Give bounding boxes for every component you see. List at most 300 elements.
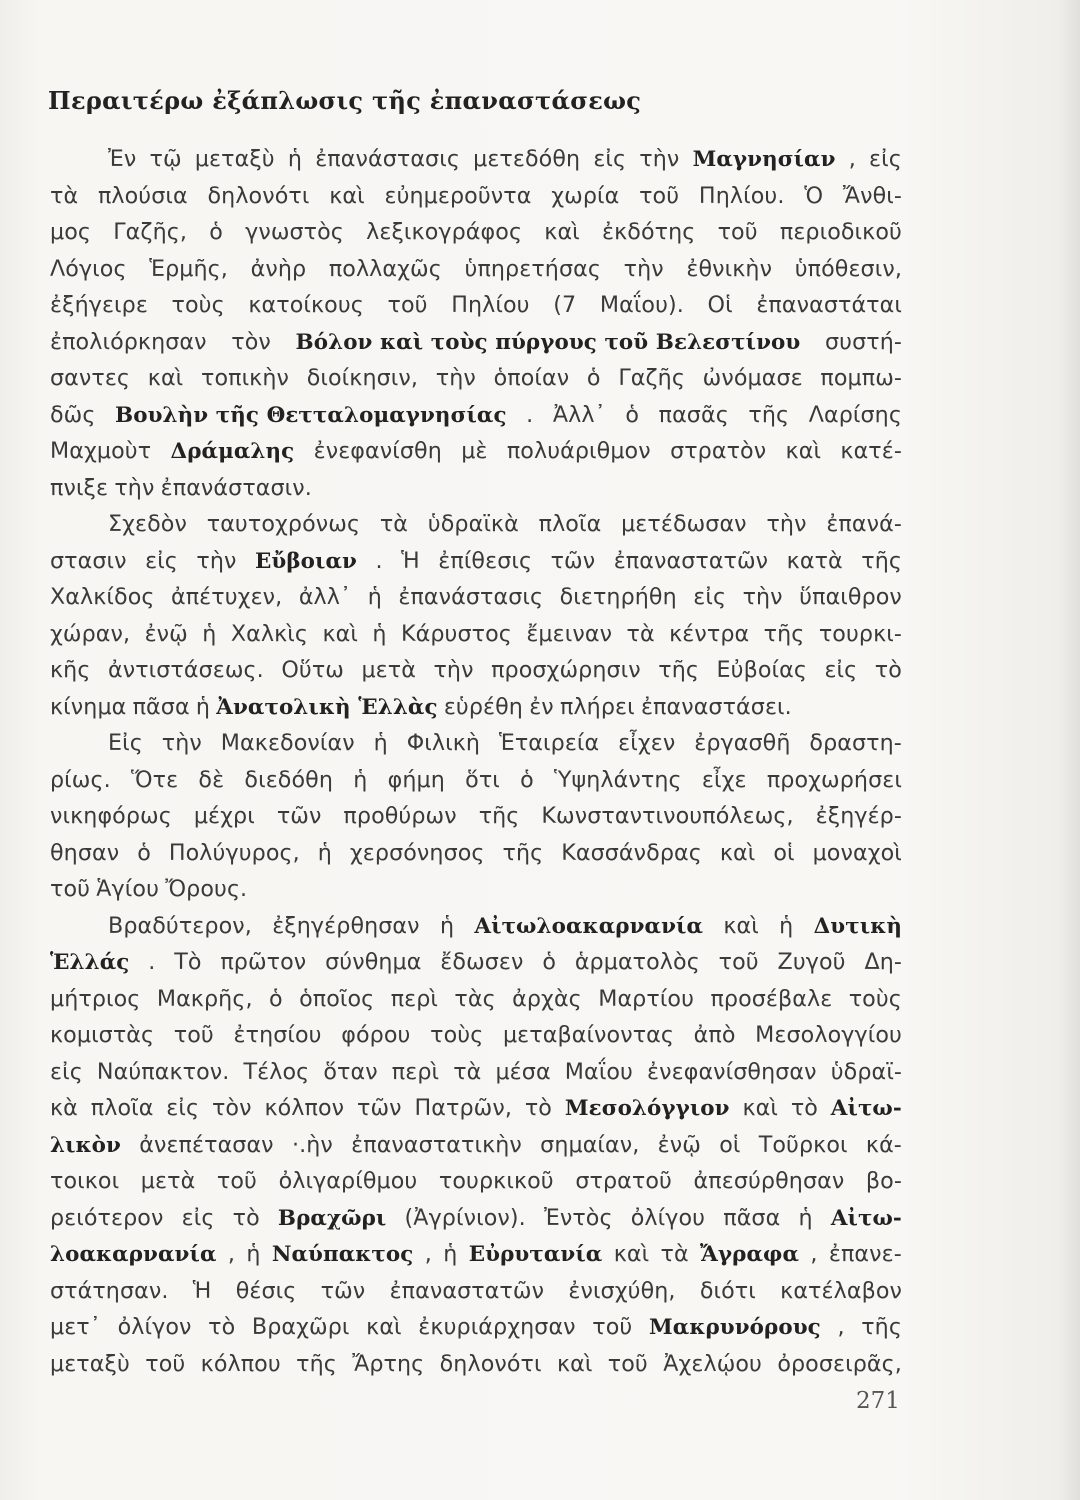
word: ἡ	[798, 1204, 813, 1231]
word: (Ἀγρίνιον).	[404, 1204, 526, 1231]
word: τὰ	[626, 620, 655, 647]
word: ὁ	[269, 985, 283, 1012]
word: φόρου	[341, 1022, 411, 1048]
word: πᾶσα	[723, 1204, 781, 1231]
word: τοῦ	[607, 1350, 648, 1377]
bold-term: Μεσολόγγιον	[564, 1096, 730, 1121]
word: Ἐν	[108, 146, 137, 172]
word: χωρία	[551, 182, 620, 209]
word: εἰς	[145, 547, 178, 574]
word: ἐξήγειρε	[50, 292, 148, 318]
word: ἀνὴρ	[250, 255, 307, 282]
bold-term: Βουλὴν τῆς Θετταλομαγνησίας	[115, 402, 507, 428]
bold-term: Μακρυνόρους	[649, 1315, 821, 1340]
word: ἡ	[202, 620, 217, 647]
word: μεταβαίνοντας	[502, 1022, 675, 1048]
word: δῶς	[50, 401, 96, 428]
bold-term: Ναύπακτος	[271, 1242, 414, 1267]
word: ἡ	[373, 730, 388, 756]
word: διετηρήθη	[559, 584, 677, 610]
word: ἡ	[317, 839, 332, 866]
word: ἔμειναν	[526, 620, 613, 647]
word: μεταξὺ	[50, 1350, 130, 1377]
word: Χαλκίδος	[50, 584, 155, 610]
word: τὸ	[208, 1314, 236, 1340]
word: δηλονότι	[207, 182, 310, 209]
word: ἡ	[246, 1241, 261, 1267]
word: Οἱ	[707, 292, 733, 318]
word: πλούσια	[97, 182, 188, 209]
text-line	[50, 616, 902, 653]
word: ἡ	[367, 584, 382, 610]
word: Ἡ	[401, 547, 420, 574]
word: ὁ	[542, 949, 556, 975]
word: Λαρίσης	[808, 401, 902, 428]
word: τουρκικοῦ	[438, 1168, 554, 1194]
word: καὶ	[723, 912, 759, 939]
word: κόλπου	[200, 1350, 281, 1377]
word: Ζυγοῦ	[777, 949, 846, 975]
text-line	[50, 1236, 902, 1273]
word: τοῦ	[718, 949, 759, 975]
word: κατὰ	[786, 547, 843, 574]
word: τοπικὴν	[200, 365, 290, 391]
word: σύνθημα	[325, 949, 422, 975]
word: ἐπαναστατικὴν	[351, 1131, 522, 1158]
word: Εὐβοίας	[716, 657, 807, 683]
word: τῆς	[478, 803, 520, 829]
word: εἰς	[50, 1058, 83, 1085]
word: Μακρῆς,	[156, 985, 253, 1012]
word: ἐξηγέρθησαν	[272, 912, 420, 939]
word: εὐημεροῦντα	[384, 182, 532, 209]
text-line	[50, 360, 902, 397]
word: Μαχμοὺτ	[50, 438, 152, 464]
word: σημαίαν,	[540, 1131, 640, 1158]
word: Φιλικὴ	[406, 730, 481, 756]
word: κατέ-	[840, 438, 902, 464]
word: ἡ	[439, 912, 455, 939]
word: καὶ	[322, 620, 358, 647]
word: ὠνόμασε	[702, 365, 803, 391]
word: τοὺς	[430, 1022, 484, 1048]
word: προθύρων	[343, 803, 457, 829]
bold-term: Ἑλλάς	[50, 950, 130, 975]
text-line	[50, 397, 902, 434]
word: ὁ	[586, 365, 601, 391]
word: τῆς	[296, 1350, 337, 1377]
body-text	[50, 141, 902, 1382]
word: ἀπεσύρθησαν	[693, 1168, 845, 1194]
word: Πολύγυρος,	[168, 839, 300, 866]
word: καὶ	[366, 1314, 402, 1340]
word: ,	[848, 146, 856, 172]
word: ἐνῷ	[144, 620, 188, 647]
word: ὀροσειρᾶς,	[777, 1350, 902, 1377]
word: γνωστὸς	[245, 219, 344, 245]
text-line	[50, 798, 902, 835]
word: νικηφόρως	[50, 803, 172, 829]
word: ὁ	[209, 219, 223, 245]
word: καὶ	[329, 182, 365, 209]
word: πνιξε	[50, 474, 109, 501]
word: τὴν	[742, 584, 783, 610]
word: ὅταν	[323, 1058, 378, 1085]
text-line	[50, 762, 902, 799]
word: περὶ	[391, 1058, 440, 1085]
word: ,	[837, 1314, 845, 1340]
word: δηλονότι	[439, 1350, 542, 1377]
word: Πηλίου	[451, 292, 530, 318]
page-edge-shadow	[1058, 0, 1080, 1500]
word: Κωνσταντινουπόλεως,	[541, 803, 794, 829]
word: διοίκησιν,	[306, 365, 419, 391]
word: δραστη-	[809, 730, 902, 756]
word: Ἐντὸς	[543, 1204, 613, 1231]
word: ἀντιστάσεως.	[107, 657, 264, 683]
word: τὰ	[50, 182, 79, 209]
word: τῆς	[763, 620, 805, 647]
word: Πηλίου.	[698, 182, 785, 209]
word: εἰς	[166, 1095, 200, 1121]
word: πομπω-	[820, 365, 902, 391]
word: ·.ὴν	[291, 1131, 333, 1158]
word: ἁρματολὸς	[574, 949, 700, 975]
word: προσέβαλε	[710, 985, 833, 1012]
word: ὀλιγαρίθμου	[278, 1168, 418, 1194]
word: τὰ	[453, 1058, 482, 1085]
word: καὶ	[785, 438, 822, 464]
word: .	[375, 547, 383, 574]
word: εἶχεν	[618, 730, 676, 756]
word: μετεδόθη	[473, 146, 581, 172]
word: Κάρυστος	[401, 620, 512, 647]
word: ρειότερον	[50, 1204, 164, 1231]
text-line	[50, 725, 902, 762]
word: ὑπηρετήσας	[464, 255, 601, 282]
text-line	[50, 1017, 902, 1054]
word: Κασσάνδρας	[561, 839, 702, 866]
bold-term: Μαγνησίαν	[692, 147, 836, 172]
text-line	[50, 1200, 902, 1237]
word: ἡ	[779, 912, 794, 939]
word: ἡ	[443, 1241, 458, 1267]
word: πλοῖα	[538, 511, 602, 537]
word: μέσα	[495, 1058, 551, 1085]
text-line	[50, 470, 902, 507]
word: μος	[50, 219, 92, 245]
word: Ὑψηλάντης	[554, 766, 682, 793]
word: πᾶσα	[132, 693, 190, 720]
word: ,	[810, 1241, 818, 1267]
word: διότι	[699, 1277, 756, 1304]
text-line	[50, 1309, 902, 1346]
word: ἡ	[195, 693, 211, 720]
word: τὸ	[232, 1204, 260, 1231]
text-line	[50, 652, 902, 689]
bold-term: λικὸν	[50, 1132, 121, 1158]
word: τῆς	[748, 401, 790, 428]
word: τοῦ	[717, 219, 758, 245]
word: (7	[553, 292, 577, 318]
word: Ἄνθι-	[842, 182, 902, 209]
text-line	[50, 1127, 902, 1164]
word: ἡ	[287, 146, 303, 172]
word: ἐκδότης	[602, 219, 696, 245]
word: μὲ	[461, 438, 488, 464]
word: ἐπίθεσις	[438, 547, 533, 574]
word: Μεσολογγίου	[755, 1022, 902, 1048]
word: ὕπαιθρον	[799, 584, 902, 610]
word: μετ᾽	[50, 1314, 101, 1340]
word: τὸν	[211, 1095, 252, 1121]
word: εἰς	[181, 1204, 215, 1231]
word: ἔδωσεν	[440, 949, 524, 975]
word: .	[526, 401, 534, 428]
word: τὸν	[231, 328, 271, 355]
bold-term: Αἰτωλοακαρνανία	[474, 913, 704, 939]
text-line	[50, 1273, 902, 1310]
word: κίνημα	[50, 693, 127, 720]
word: Τὸ	[174, 949, 202, 975]
text-line	[50, 433, 902, 470]
word: καὶ	[556, 1350, 593, 1377]
section-heading: Περαιτέρω ἐξάπλωσις τῆς ἐπαναστάσεως	[48, 86, 642, 115]
word: ὁ	[137, 839, 151, 866]
word: εἶχε	[701, 766, 747, 793]
word: ὁποίαν	[493, 365, 570, 391]
word: ἐκυριάρχησαν	[418, 1314, 576, 1340]
word: ἐπαναστάται	[756, 292, 902, 318]
word: θησαν	[50, 839, 120, 866]
word: πρῶτον	[220, 949, 307, 975]
word: περιοδικοῦ	[779, 219, 902, 245]
word: στρατὸν	[670, 438, 767, 464]
word: θέσις	[235, 1277, 297, 1304]
word: ἡ	[353, 766, 368, 793]
bold-term: Εὐρυτανία	[468, 1242, 603, 1267]
word: ἀνεπέτασαν	[139, 1131, 274, 1158]
word: Ἁγίου	[96, 876, 160, 902]
word: ἐργασθῆ	[694, 730, 791, 756]
word: στρατοῦ	[575, 1168, 672, 1194]
word: εἰς	[824, 657, 858, 683]
text-line	[50, 543, 902, 580]
word: τὴν	[623, 255, 664, 282]
bold-term: Ἄγραφα	[700, 1242, 800, 1267]
word: τουρκι-	[818, 620, 902, 647]
word: ὀλίγον	[117, 1314, 192, 1340]
word: τὰς	[454, 985, 496, 1012]
word: ρίως.	[50, 766, 111, 793]
word: τὴν	[196, 547, 237, 574]
word: τοῦ	[216, 1168, 257, 1194]
word: τῶν	[320, 1277, 366, 1304]
word: πασᾶς	[658, 401, 729, 428]
word: τοῦ	[173, 1022, 214, 1048]
page-number: 271	[856, 1388, 900, 1414]
word: τὸ	[874, 657, 902, 683]
word: ὅτι	[465, 766, 500, 793]
word: ἐξηγέρ-	[815, 803, 902, 829]
word: ἀλλ᾽	[298, 584, 352, 610]
word: περὶ	[390, 985, 439, 1012]
word: τοὺς	[848, 985, 902, 1012]
word: σαντες	[50, 365, 131, 391]
word: πολλαχῶς	[328, 255, 442, 282]
word: Βραχῶρι	[251, 1314, 350, 1340]
word: εἰς	[869, 146, 902, 172]
text-line	[50, 944, 902, 981]
word: χερσόνησος	[349, 839, 485, 866]
word: μετέδωσαν	[621, 511, 747, 537]
word: ἐνεφανίσθη	[313, 438, 442, 464]
word: ἐνεφανίσθησαν	[647, 1058, 817, 1085]
word: ὑδραϊ-	[830, 1058, 902, 1085]
word: .	[148, 949, 156, 975]
word: Εἰς	[108, 730, 143, 756]
word: καὶ	[742, 1095, 778, 1121]
word: κομιστὰς	[50, 1022, 155, 1048]
word: κατοίκους	[248, 292, 364, 318]
word: κατέλαβον	[780, 1277, 902, 1304]
text-line	[50, 908, 902, 945]
bold-term: Ἀνατολικὴ Ἑλλὰς	[216, 694, 438, 720]
word: ἐνισχύθη,	[568, 1277, 676, 1304]
word: ἀπέτυχεν,	[171, 584, 283, 610]
text-line	[50, 214, 902, 251]
text-line	[50, 141, 902, 178]
text-line	[50, 1090, 902, 1127]
bold-term: Εὔβοιαν	[255, 548, 358, 574]
word: τοικοι	[50, 1168, 120, 1194]
word: τὴν	[114, 474, 155, 501]
word: τὴν	[433, 657, 474, 683]
word: Ἑταιρεία	[498, 730, 600, 756]
word: μήτριος	[50, 985, 141, 1012]
text-line	[50, 251, 902, 288]
word: τὸ	[524, 1095, 552, 1121]
word: κόλπον	[264, 1095, 345, 1121]
word: εὑρέθη	[443, 693, 523, 720]
word: τὴν	[766, 511, 807, 537]
text-line	[50, 1163, 902, 1200]
bold-term: λοακαρνανία	[50, 1242, 217, 1267]
word: Τοῦρκοι	[758, 1131, 848, 1158]
word: μετὰ	[140, 1168, 196, 1194]
word: πολυάριθμον	[506, 438, 651, 464]
bold-term: Βόλον καὶ τοὺς πύργους τοῦ Βελεστίνου	[295, 329, 801, 355]
word: ὁποῖος	[299, 985, 375, 1012]
word: τὰ	[379, 511, 409, 537]
word: φήμη	[387, 766, 445, 793]
word: κέντρα	[669, 620, 750, 647]
text-line	[50, 871, 902, 908]
word: ὀλίγου	[630, 1204, 706, 1231]
word: τὴν	[161, 730, 202, 756]
word: ἡ	[372, 620, 387, 647]
word: Ἀλλ᾽	[552, 401, 606, 428]
text-line	[50, 579, 902, 616]
word: ,	[424, 1241, 432, 1267]
word: τῶν	[357, 1095, 402, 1121]
text-line	[50, 1054, 902, 1091]
word: βο-	[865, 1168, 902, 1194]
word: διεδόθη	[244, 766, 333, 793]
word: κῆς	[50, 657, 91, 683]
word: τῆς	[502, 839, 544, 866]
text-line	[50, 324, 902, 361]
word: Βραδύτερον,	[108, 912, 252, 939]
word: ἐν	[529, 693, 554, 720]
word: καὶ	[147, 365, 184, 391]
word: τοὺς	[171, 292, 225, 318]
word: Πατρῶν,	[414, 1095, 512, 1121]
word: τὴν	[639, 146, 680, 172]
word: ταυτοχρόνως	[206, 511, 361, 537]
word: ἐπανά-	[826, 511, 902, 537]
word: Γαζῆς	[618, 365, 685, 391]
word: εἰς	[693, 584, 727, 610]
word: δὲ	[198, 766, 225, 793]
word: τῷ	[149, 146, 182, 172]
word: ὑδραϊκὰ	[427, 511, 519, 537]
word: ἐτησίου	[233, 1022, 322, 1048]
bold-term: Δυτικὴ	[813, 913, 902, 939]
word: Ὅτε	[130, 766, 179, 793]
word: τῆς	[658, 657, 700, 683]
word: συστή-	[824, 328, 902, 355]
word: ἐπανάστασις	[398, 584, 544, 610]
word: ἐπανάστασιν.	[160, 474, 312, 501]
bold-term: Αἰτω-	[830, 1205, 902, 1231]
word: στασιν	[50, 547, 127, 574]
text-line	[50, 835, 902, 872]
text-line	[50, 689, 902, 726]
text-line	[50, 1346, 902, 1383]
word: Οὕτω	[281, 657, 344, 683]
word: Ναύπακτον.	[96, 1058, 230, 1085]
word: ἐπαναστατῶν	[613, 547, 769, 574]
word: ἀπὸ	[693, 1022, 736, 1048]
word: ἐθνικὴν	[686, 255, 773, 282]
word: Μαρτίου	[598, 985, 695, 1012]
word: ἀρχὰς	[512, 985, 582, 1012]
word: μεταξὺ	[194, 146, 275, 172]
word: τοῦ	[50, 876, 91, 902]
word: στάτησαν.	[50, 1277, 169, 1304]
word: ἐνῷ	[657, 1131, 701, 1158]
word: Γαζῆς,	[113, 219, 188, 245]
word: ἐπανάστασις	[315, 146, 460, 172]
word: ἐπαναστατῶν	[389, 1277, 545, 1304]
word: Δη-	[864, 949, 902, 975]
word: κὰ	[50, 1095, 78, 1121]
word: χώραν,	[50, 620, 131, 647]
word: οἱ	[773, 839, 795, 866]
word: προχωρήσει	[766, 766, 902, 793]
word: ἐπολιόρκησαν	[50, 328, 207, 355]
word: πλήρει	[559, 693, 635, 720]
word: τῆς	[861, 547, 902, 574]
text-line	[50, 178, 902, 215]
word: ἐπανε-	[828, 1241, 902, 1267]
text-line	[50, 506, 902, 543]
word: μέχρι	[193, 803, 255, 829]
word: λεξικογράφος	[366, 219, 523, 245]
word: ὑπόθεσιν,	[794, 255, 902, 282]
text-line	[50, 287, 902, 324]
